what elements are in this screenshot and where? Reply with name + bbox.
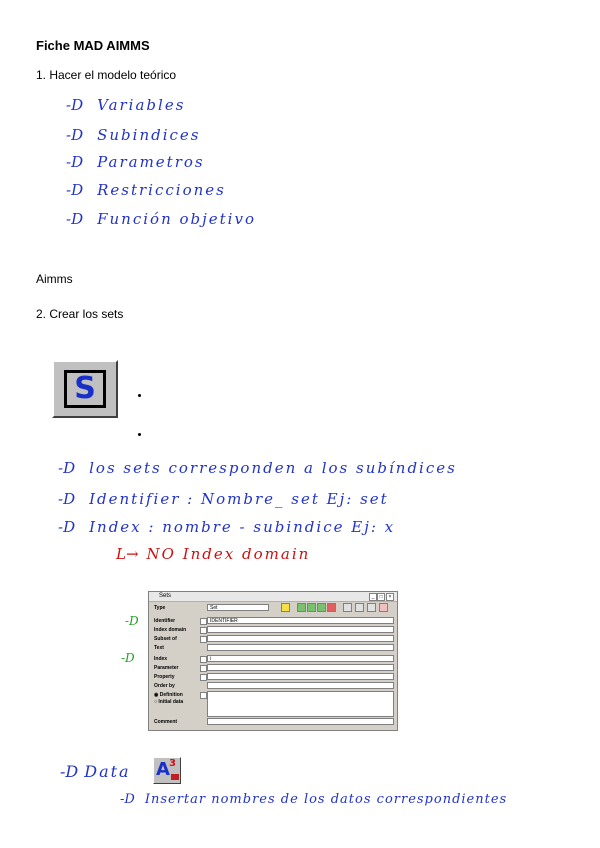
arrow-icon: -D (58, 518, 76, 536)
handwritten-sets-note-3: -D Index : nombre - subindice Ej: x (58, 518, 396, 536)
arrow-icon: -D (60, 762, 79, 781)
attribute-row: Index i (152, 655, 394, 663)
green-arrow-identifier-icon: -D (125, 614, 139, 628)
toolbar-button-icon[interactable] (317, 603, 326, 612)
handwritten-no-index-domain: L→ NO Index domain (116, 545, 311, 563)
handwritten-data-note: -D Insertar nombres de los datos correspondientes (120, 792, 508, 807)
attribute-row: ◉ Definition ○ Initial data (152, 691, 394, 709)
arrow-icon: -D (58, 490, 76, 508)
handwritten-item-variables: -D Variables (66, 96, 186, 114)
arrow-icon: -D (66, 96, 84, 114)
toolbar-button-icon[interactable] (281, 603, 290, 612)
handwritten-item-parametros: -D Parametros (66, 153, 205, 171)
dialog-title: Sets (159, 593, 172, 599)
handwritten-sets-note-1: -D los sets corresponden a los subíndices (58, 459, 457, 477)
arrow-icon: -D (66, 126, 84, 144)
index-field[interactable]: i (207, 655, 394, 662)
arrow-icon: L→ (116, 545, 139, 563)
arrow-icon: -D (66, 153, 84, 171)
attribute-row: Property (152, 673, 394, 681)
step-1-heading: 1. Hacer el modelo teórico (36, 68, 177, 82)
toolbar-button-icon[interactable] (327, 603, 336, 612)
handwritten-item-funcion-objetivo: -D Función objetivo (66, 210, 256, 228)
toolbar-button-icon[interactable] (307, 603, 316, 612)
step-2-heading: 2. Crear los sets (36, 307, 124, 321)
set-icon: S (52, 360, 118, 418)
green-arrow-index-icon: -D (121, 651, 135, 665)
attribute-row: Identifier IDENTIFIER (152, 617, 394, 625)
handwritten-item-subindices: -D Subindices (66, 126, 201, 144)
type-select[interactable]: Set (207, 604, 269, 611)
data-icon: A 3 (153, 757, 181, 784)
index-domain-field[interactable] (207, 626, 394, 633)
check-icon[interactable] (343, 603, 352, 612)
identifier-field[interactable]: IDENTIFIER (207, 617, 394, 624)
attribute-row: Parameter (152, 664, 394, 672)
toolbar-button-icon[interactable] (367, 603, 376, 612)
toolbar-button-icon[interactable] (379, 603, 388, 612)
toolbar-button-icon[interactable] (355, 603, 364, 612)
dialog-titlebar (149, 592, 397, 602)
minimize-icon[interactable]: _ (369, 593, 377, 601)
bullet-dot (138, 394, 141, 397)
text-field[interactable] (207, 644, 394, 651)
handwritten-sets-note-2: -D Identifier : Nombre_ set Ej: set (58, 490, 389, 508)
close-icon[interactable]: × (386, 593, 394, 601)
attribute-row: Order by (152, 682, 394, 690)
order-by-field[interactable] (207, 682, 394, 689)
attribute-row: Comment (152, 718, 394, 726)
maximize-icon[interactable]: □ (377, 593, 385, 601)
property-field[interactable] (207, 673, 394, 680)
type-row: Type Set (152, 604, 394, 612)
attribute-row: Subset of (152, 635, 394, 643)
toolbar-button-icon[interactable] (297, 603, 306, 612)
subset-of-field[interactable] (207, 635, 394, 642)
parameter-field[interactable] (207, 664, 394, 671)
arrow-icon: -D (66, 210, 84, 228)
attribute-row: Index domain (152, 626, 394, 634)
handwritten-item-restricciones: -D Restricciones (66, 181, 226, 199)
attribute-row: Text (152, 644, 394, 652)
document-title: Fiche MAD AIMMS (36, 38, 150, 53)
bullet-dot (138, 433, 141, 436)
arrow-icon: -D (120, 792, 135, 807)
arrow-icon: -D (58, 459, 76, 477)
handwritten-data-label: -D Data (60, 762, 131, 781)
definition-field[interactable] (207, 691, 394, 717)
aimms-heading: Aimms (36, 272, 73, 286)
set-attributes-dialog (148, 591, 398, 731)
arrow-icon: -D (66, 181, 84, 199)
comment-field[interactable] (207, 718, 394, 725)
